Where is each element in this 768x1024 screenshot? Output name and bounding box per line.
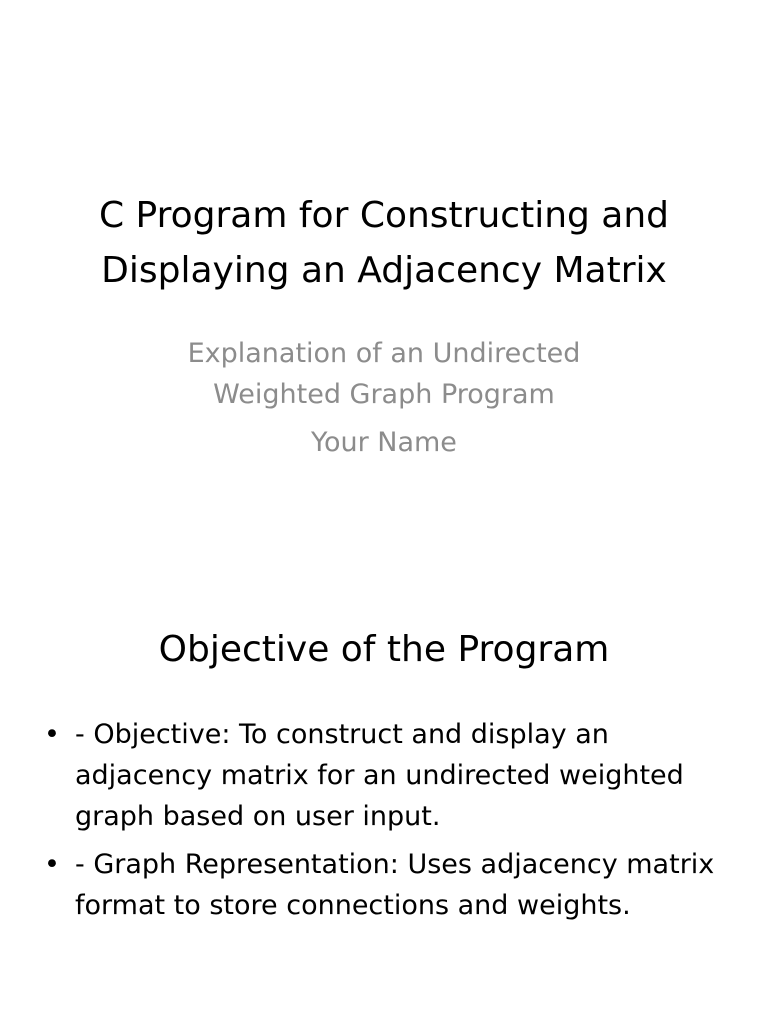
- slide-subtitle: [84, 333, 684, 463]
- bullet-list: [40, 714, 728, 933]
- subtitle-line-1: Explanation of an Undirected: [187, 338, 581, 369]
- slide-title: Objective of the Program: [158, 629, 610, 670]
- slide-title: [40, 188, 728, 298]
- author-name: Your Name: [311, 427, 457, 458]
- bullet-dot-icon: •: [44, 849, 60, 880]
- bullet-item: [40, 844, 728, 926]
- slide-title-line-2: Displaying an Adjacency Matrix: [101, 250, 667, 291]
- slide-title-line-1: C Program for Constructing and: [98, 195, 670, 236]
- bullet-text: - Graph Representation: Uses adjacency matrix format to store connections and weights.: [75, 849, 715, 921]
- content-slide: [0, 576, 768, 1024]
- bullet-text: - Objective: To construct and display an adjacency matrix for an undirected weighted graph based on user input.: [75, 719, 684, 832]
- bullet-item: [40, 714, 728, 837]
- bullet-dot-icon: •: [44, 719, 60, 750]
- subtitle-line-2: Weighted Graph Program: [213, 379, 555, 410]
